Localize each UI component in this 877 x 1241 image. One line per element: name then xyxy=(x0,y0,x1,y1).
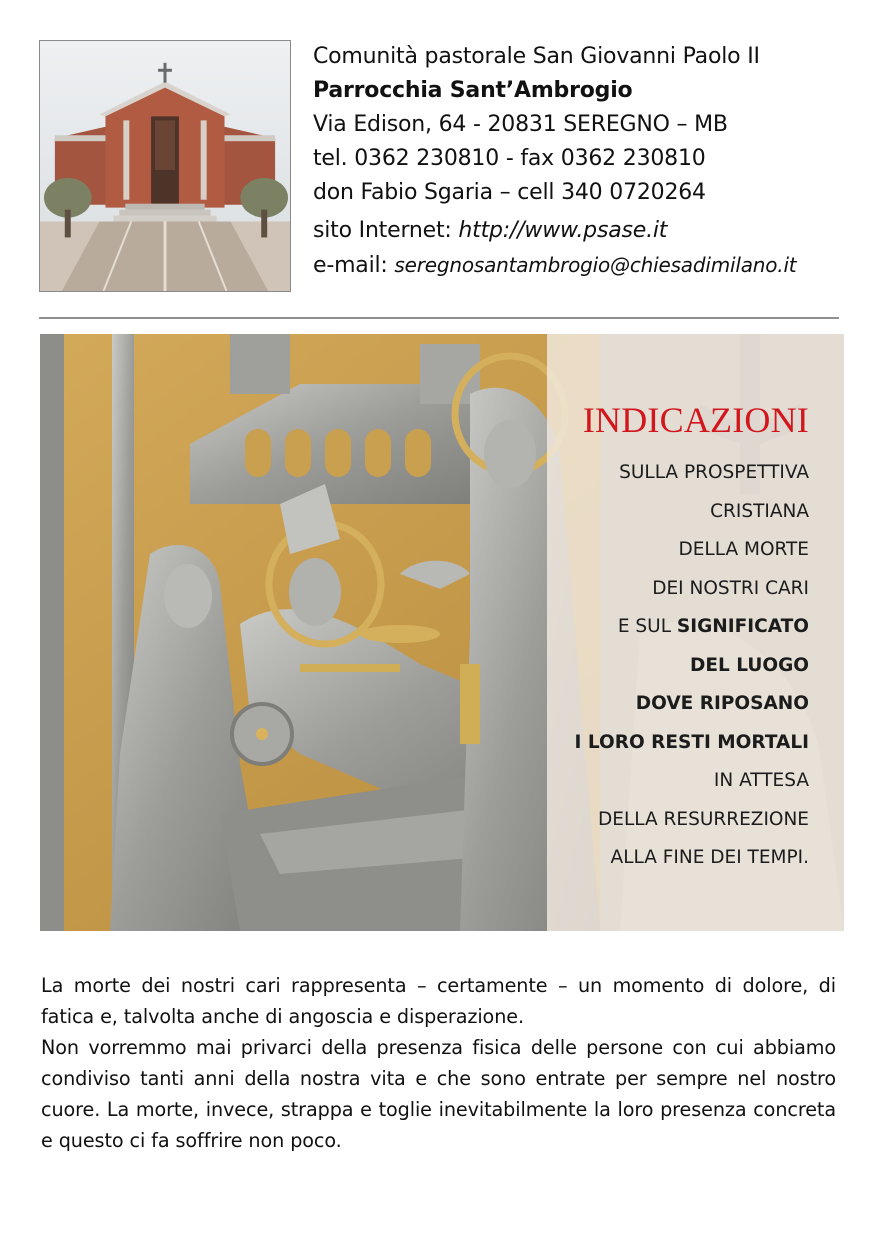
body-text xyxy=(41,970,836,1156)
indications-title: INDICAZIONI xyxy=(582,400,809,440)
church-photo xyxy=(39,40,291,292)
website-label: sito Internet: xyxy=(313,218,459,243)
indication-line: E SUL SIGNIFICATO xyxy=(617,616,809,637)
contact-block xyxy=(313,40,853,283)
priest-contact: don Fabio Sgaria – cell 340 0720264 xyxy=(313,180,706,205)
email-label: e-mail: xyxy=(313,253,395,278)
indication-line: CRISTIANA xyxy=(710,500,809,522)
indication-line: DOVE RIPOSANO xyxy=(635,693,809,714)
indication-line: ALLA FINE DEI TEMPI. xyxy=(610,847,809,868)
indication-line: IN ATTESA xyxy=(713,770,809,791)
indication-line: DEI NOSTRI CARI xyxy=(652,577,809,599)
indication-line: DEL LUOGO xyxy=(689,654,809,676)
address: Via Edison, 64 - 20831 SEREGNO – MB xyxy=(313,112,728,137)
website-line xyxy=(313,214,853,248)
body-paragraph-1: La morte dei nostri cari rappresenta – certamente – un momento di dolore, di fatica e, talvolta anche di angoscia e disperazione. xyxy=(41,974,836,1028)
text-overlay-panel xyxy=(547,334,844,931)
indications-lines xyxy=(575,454,809,878)
phone-fax: tel. 0362 230810 - fax 0362 230810 xyxy=(313,146,706,171)
hero-relief-image xyxy=(40,334,844,931)
indication-line: DELLA RESURREZIONE xyxy=(598,808,809,830)
indication-line: SULLA PROSPETTIVA xyxy=(619,462,809,483)
body-paragraph-2: Non vorremmo mai privarci della presenza fisica delle persone con cui abbiamo condiviso tanti anni della nostra vita e che sono entrate per sempre nel nostro cuore. La morte, invece, strappa e toglie inevitabilmente la loro presenza concreta e questo ci fa soffrire non poco. xyxy=(41,1036,836,1152)
parish-name: Parrocchia Sant’Ambrogio xyxy=(313,78,633,103)
indication-line: I LORO RESTI MORTALI xyxy=(574,731,809,753)
email-line xyxy=(313,248,853,283)
email-link[interactable]: seregnosantambrogio@chiesadimilano.it xyxy=(394,253,797,277)
website-link[interactable]: http://www.psase.it xyxy=(458,218,668,243)
community-name: Comunità pastorale San Giovanni Paolo II xyxy=(313,44,760,69)
header-divider xyxy=(39,317,839,319)
indication-line: DELLA MORTE xyxy=(678,539,809,560)
indications-text xyxy=(575,400,809,878)
